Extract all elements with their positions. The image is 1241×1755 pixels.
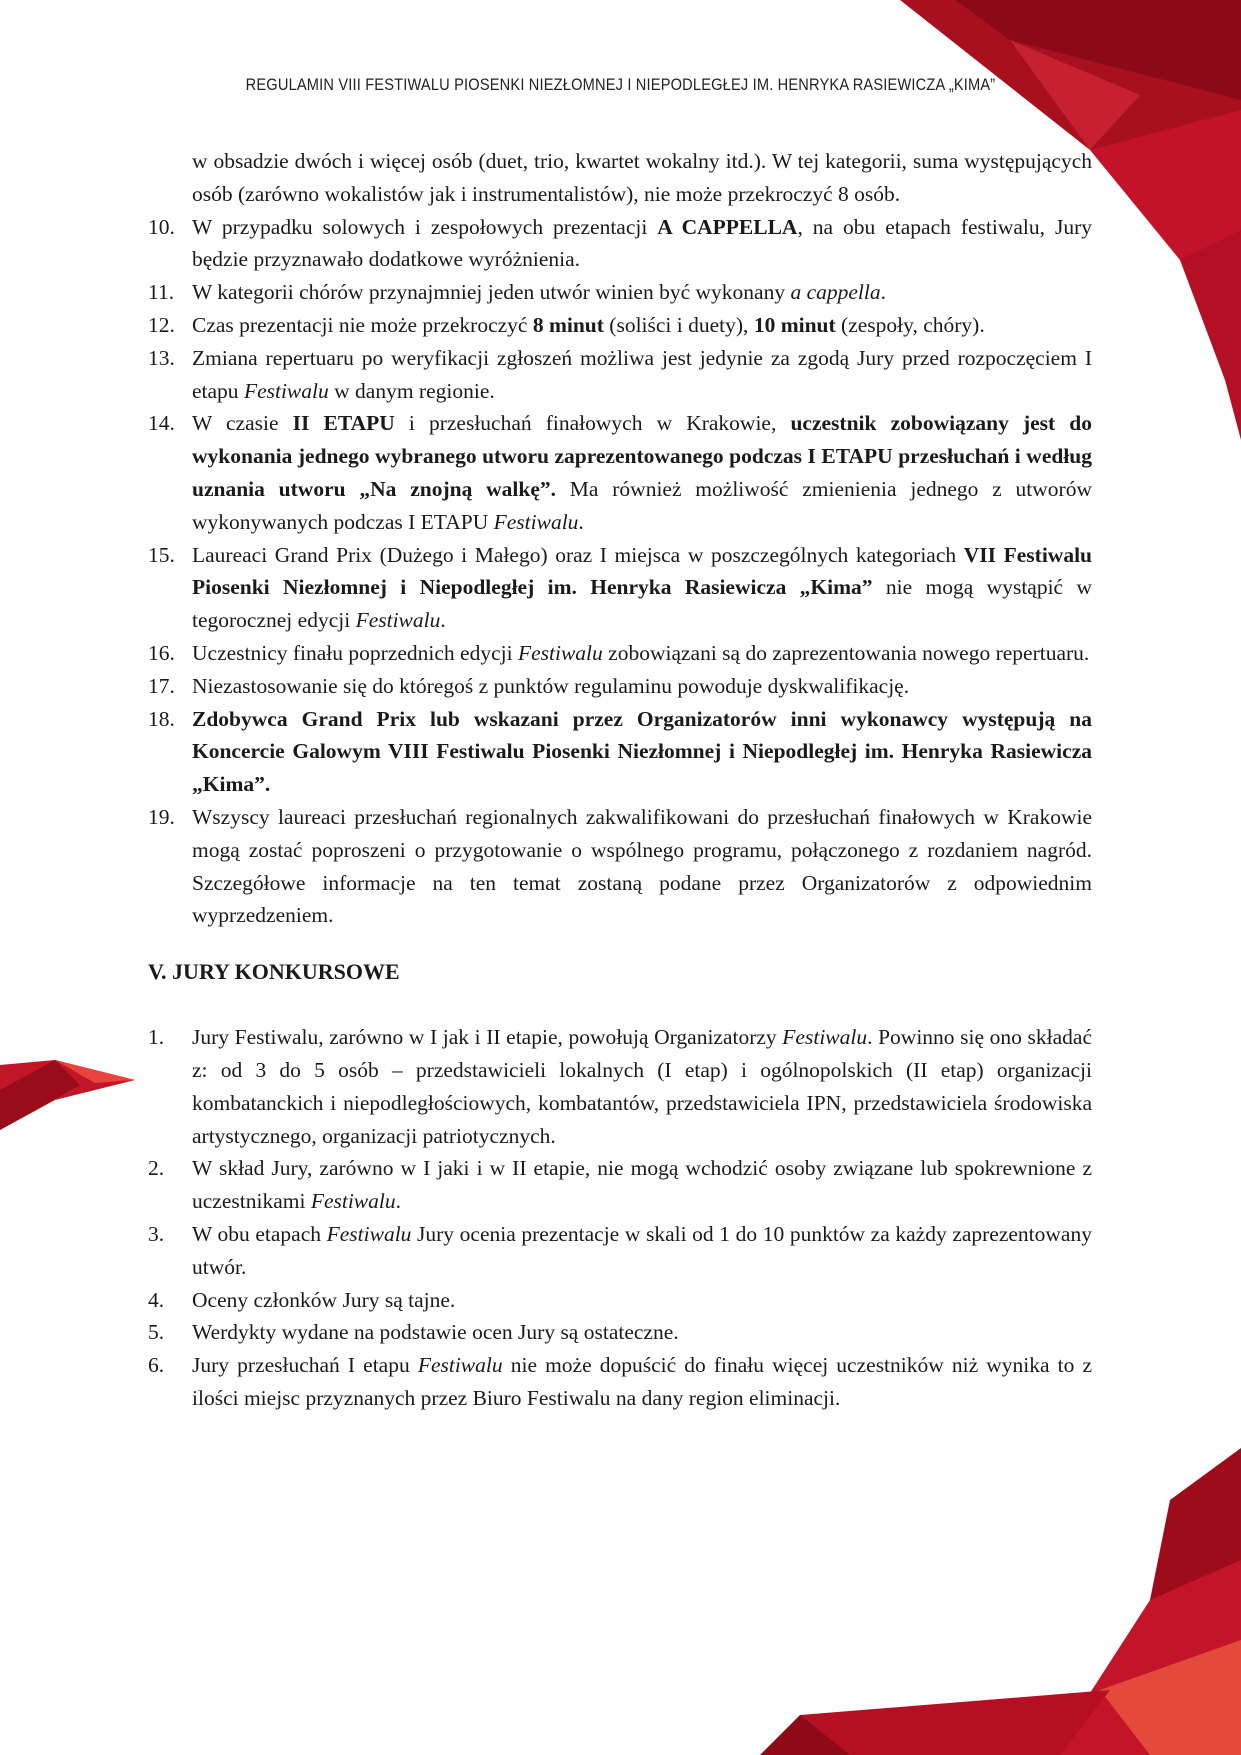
list-item-number: 16. [148, 640, 175, 665]
text-run: Zdobywca Grand Prix lub wskazani przez Organizatorów inni wykonawcy występują na Koncercie Galowym VIII Festiwalu Piosenki Niezłomnej i Niepodległej im. Henryka Rasiewicza „Kima”. [192, 706, 1092, 797]
text-run: . [880, 280, 886, 305]
text-run: a cappella [790, 280, 881, 305]
section4-continuation: w obsadzie dwóch i więcej osób (duet, trio, kwartet wokalny itd.). W tej kategorii, suma występujących osób (zarówno wokalistów jak i instrumentalistów), nie może przekroczyć 8 osób. [192, 149, 1092, 206]
section4-list [148, 211, 1092, 933]
text-run: A CAPPELLA [657, 214, 798, 239]
text-run: Festiwalu [417, 1353, 503, 1378]
text-run: Jury przesłuchań I etapu [192, 1353, 418, 1378]
text-run: Czas prezentacji nie może przekroczyć [192, 312, 533, 337]
text-run: Festiwalu [326, 1221, 412, 1246]
list-item-number: 2. [148, 1156, 165, 1181]
list-item [148, 703, 1092, 801]
text-run: Festiwalu [310, 1189, 396, 1214]
list-item [148, 276, 1092, 309]
list-item-number: 5. [148, 1320, 165, 1345]
page-header: REGULAMIN VIII FESTIWALU PIOSENKI NIEZŁOMNEJ I NIEPODLEGŁEJ IM. HENRYKA RASIEWICZA „KIMA” [245, 75, 996, 94]
text-run: 8 minut [532, 312, 604, 337]
list-item [148, 1152, 1092, 1218]
text-run: Laureaci Grand Prix (Dużego i Małego) oraz I miejsca w poszczególnych kategoriach [192, 542, 964, 567]
text-run: 10 minut [753, 312, 836, 337]
text-run: II ETAPU [292, 411, 395, 436]
text-run: Oceny członków Jury są tajne. [192, 1287, 456, 1312]
list-item-number: 14. [148, 411, 175, 436]
text-run: w danym regionie. [328, 378, 495, 403]
text-run: W kategorii chórów przynajmniej jeden utwór winien być wykonany [192, 280, 791, 305]
text-run: nie może dopuścić do finału więcej uczestników niż wynika to z ilości miejsc przyznanych przez Biuro Festiwalu na dany region eliminacji. [192, 1353, 1092, 1410]
text-run: . Powinno się ono składać z: od 3 do 5 osób – przedstawicieli lokalnych (I etap) i ogólnopolskich (II etap) organizacji kombatanckich i niepodległościowych, kombatantów, przedstawiciela IPN, przedstawiciela środowiska artystycznego, organizacji patriotycznych. [192, 1025, 1092, 1148]
text-run: , na obu etapach festiwalu, Jury będzie przyznawało dodatkowe wyróżnienia. [192, 214, 1093, 272]
text-run: Uczestnicy finału poprzednich edycji [192, 640, 518, 665]
list-item-number: 13. [148, 345, 175, 370]
list-item-number: 17. [148, 673, 175, 698]
section5-list [148, 1021, 1092, 1415]
list-item-number: 18. [148, 706, 175, 731]
list-item [148, 637, 1092, 670]
text-run: Festiwalu [243, 378, 329, 403]
list-item [148, 539, 1092, 637]
text-run: Festiwalu [493, 509, 579, 534]
text-run: W przypadku solowych i zespołowych prezentacji [192, 214, 658, 239]
text-run: zobowiązani są do zaprezentowania nowego repertuaru. [602, 640, 1090, 665]
list-item [148, 342, 1092, 408]
section-heading: V. JURY KONKURSOWE [148, 959, 400, 985]
list-item-number: 11. [148, 280, 175, 305]
text-run: . [395, 1189, 401, 1214]
list-item [148, 1284, 1092, 1317]
text-run: Ma również możliwość zmienienia jednego z utworów wykonywanych podczas I ETAPU [192, 476, 1092, 534]
list-item [148, 801, 1092, 932]
text-run: Jury ocenia prezentacje w skali od 1 do 10 punktów za każdy zaprezentowany utwór. [192, 1221, 1092, 1279]
list-item [148, 1218, 1092, 1284]
text-run: Festiwalu [355, 608, 441, 633]
text-run: Festiwalu [782, 1025, 868, 1050]
text-run: (soliści i duety), [603, 312, 754, 337]
list-item [148, 1316, 1092, 1349]
text-run: VII Festiwalu Piosenki Niezłomnej i Niepodległej im. Henryka Rasiewicza „Kima” [192, 542, 1092, 600]
text-run: Festiwalu [517, 640, 603, 665]
list-item [148, 1349, 1092, 1415]
text-run: W czasie [192, 411, 293, 436]
list-item [148, 309, 1092, 342]
text-run: (zespoły, chóry). [835, 312, 985, 337]
text-run: nie mogą wystąpić w tegorocznej edycji [192, 575, 1092, 633]
text-run: Zmiana repertuaru po weryfikacji zgłoszeń możliwa jest jedynie za zgodą Jury przed rozpoczęciem I etapu [192, 345, 1092, 403]
list-item [148, 407, 1092, 538]
list-item [148, 670, 1092, 703]
text-run: Niezastosowanie się do któregoś z punktów regulaminu powoduje dyskwalifikację. [192, 673, 910, 698]
list-item-number: 4. [148, 1287, 165, 1312]
text-run: Jury Festiwalu, zarówno w I jak i II etapie, powołują Organizatorzy [192, 1025, 783, 1050]
list-item-number: 3. [148, 1221, 165, 1246]
document-body [148, 145, 1092, 1415]
list-item [148, 211, 1092, 277]
text-run: W obu etapach [192, 1221, 327, 1246]
list-item-number: 6. [148, 1353, 165, 1378]
text-run: uczestnik zobowiązany jest do wykonania jednego wybranego utworu zaprezentowanego podczas I ETAPU przesłuchań i według uznania utworu „Na znojną walkę”. [192, 411, 1092, 501]
text-run: . [578, 509, 584, 534]
list-item [148, 1021, 1092, 1152]
list-item-number: 15. [148, 542, 175, 567]
text-run: Wszyscy laureaci przesłuchań regionalnych zakwalifikowani do przesłuchań finałowych w Krakowie mogą zostać poproszeni o przygotowanie o wspólnego programu, połączonego z rozdaniem nagród. Szczegółowe informacje na ten temat zostaną podane przez Organizatorów z odpowiednim wyprzedzeniem. [192, 804, 1092, 928]
text-run: Werdykty wydane na podstawie ocen Jury są ostateczne. [192, 1320, 679, 1345]
list-item-number: 19. [148, 804, 175, 829]
text-run: . [440, 608, 446, 633]
text-run: W skład Jury, zarówno w I jaki i w II etapie, nie mogą wchodzić osoby związane lub spokrewnione z uczestnikami [192, 1156, 1092, 1214]
text-run: i przesłuchań finałowych w Krakowie, [394, 411, 791, 436]
list-item-number: 1. [148, 1025, 165, 1050]
list-item-number: 10. [148, 214, 175, 239]
list-item-number: 12. [148, 312, 175, 337]
